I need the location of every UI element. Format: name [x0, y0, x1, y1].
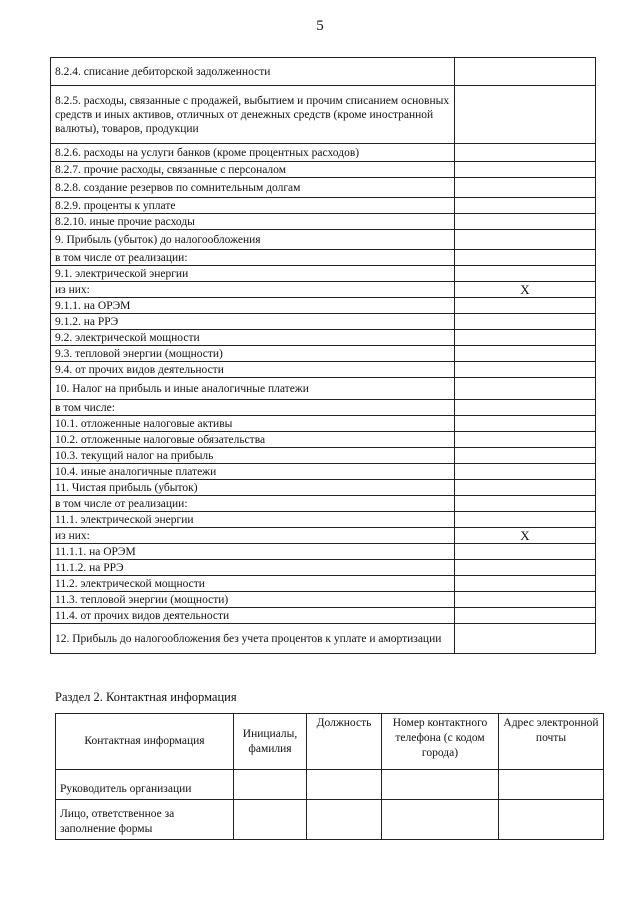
row-value [454, 416, 595, 432]
row-label: в том числе: [51, 400, 455, 416]
row-value [454, 314, 595, 330]
row-value [454, 592, 595, 608]
row-value [454, 512, 595, 528]
table-row [51, 282, 596, 298]
row-label: из них: [51, 282, 455, 298]
row-label: 11. Чистая прибыль (убыток) [51, 480, 455, 496]
row-label: 8.2.10. иные прочие расходы [51, 214, 455, 230]
contact-row [56, 770, 604, 800]
section-2-title: Раздел 2. Контактная информация [55, 690, 237, 704]
email-header: Адрес электронной почты [499, 714, 604, 770]
row-value [454, 624, 595, 654]
contact-info-header: Контактная информация [56, 714, 234, 770]
table-row [51, 528, 596, 544]
row-value [454, 576, 595, 592]
table-row [51, 314, 596, 330]
row-value [454, 330, 595, 346]
contact-cell-position [307, 770, 382, 800]
table-row [51, 512, 596, 528]
contact-cell-phone [382, 770, 499, 800]
position-header: Должность [307, 714, 382, 770]
row-value [454, 496, 595, 512]
table-row [51, 400, 596, 416]
contact-cell-phone [382, 800, 499, 840]
table-row [51, 544, 596, 560]
contact-info-table [55, 713, 604, 840]
row-value [454, 464, 595, 480]
contact-row-label: Руководитель организации [56, 770, 234, 800]
row-label: 10.3. текущий налог на прибыль [51, 448, 455, 464]
table-row [51, 266, 596, 282]
row-value [454, 230, 595, 250]
row-value [454, 560, 595, 576]
table-row [51, 230, 596, 250]
table-row [51, 576, 596, 592]
table-row [51, 362, 596, 378]
table-row [51, 214, 596, 230]
contact-cell-email [499, 800, 604, 840]
row-label: 11.4. от прочих видов деятельности [51, 608, 455, 624]
row-label: 9. Прибыль (убыток) до налогообложения [51, 230, 455, 250]
row-label: 9.2. электрической мощности [51, 330, 455, 346]
row-value [454, 400, 595, 416]
row-value [454, 346, 595, 362]
contact-row-label: Лицо, ответственное за заполнение формы [56, 800, 234, 840]
row-label: 9.4. от прочих видов деятельности [51, 362, 455, 378]
row-label: 10.2. отложенные налоговые обязательства [51, 432, 455, 448]
row-value [454, 608, 595, 624]
row-label: 11.1. электрической энергии [51, 512, 455, 528]
row-label: 9.1.2. на РРЭ [51, 314, 455, 330]
row-value [454, 214, 595, 230]
row-value [454, 298, 595, 314]
row-label: в том числе от реализации: [51, 496, 455, 512]
table-row [51, 480, 596, 496]
row-value [454, 378, 595, 400]
row-value: X [454, 528, 595, 544]
row-value [454, 362, 595, 378]
row-label: 12. Прибыль до налогообложения без учета процентов к уплате и амортизации [51, 624, 455, 654]
table-row [51, 178, 596, 198]
row-label: 11.3. тепловой энергии (мощности) [51, 592, 455, 608]
row-label: из них: [51, 528, 455, 544]
row-value [454, 58, 595, 86]
row-label: 9.1.1. на ОРЭМ [51, 298, 455, 314]
row-label: 11.2. электрической мощности [51, 576, 455, 592]
row-label: 8.2.9. проценты к уплате [51, 198, 455, 214]
phone-header: Номер контактного телефона (с кодом города) [382, 714, 499, 770]
row-label: 10.4. иные аналогичные платежи [51, 464, 455, 480]
table-row [51, 416, 596, 432]
row-label: 9.1. электрической энергии [51, 266, 455, 282]
table-row [51, 378, 596, 400]
row-label: 11.1.1. на ОРЭМ [51, 544, 455, 560]
table-row [51, 608, 596, 624]
row-label: 9.3. тепловой энергии (мощности) [51, 346, 455, 362]
row-value [454, 86, 595, 144]
table-row [51, 58, 596, 86]
initials-header: Инициалы, фамилия [234, 714, 307, 770]
table-row [51, 330, 596, 346]
table-row [51, 298, 596, 314]
row-label: в том числе от реализации: [51, 250, 455, 266]
table-row [51, 162, 596, 178]
financial-indicators-table [50, 57, 596, 654]
table-row [51, 560, 596, 576]
table-row [51, 198, 596, 214]
row-value [454, 544, 595, 560]
table-row [51, 624, 596, 654]
contact-cell-initials [234, 800, 307, 840]
row-label: 8.2.7. прочие расходы, связанные с персоналом [51, 162, 455, 178]
row-value [454, 480, 595, 496]
row-label: 8.2.8. создание резервов по сомнительным долгам [51, 178, 455, 198]
table-row [51, 448, 596, 464]
contact-cell-position [307, 800, 382, 840]
row-value [454, 144, 595, 162]
row-value [454, 448, 595, 464]
row-value [454, 178, 595, 198]
contact-cell-email [499, 770, 604, 800]
row-label: 10. Налог на прибыль и иные аналогичные платежи [51, 378, 455, 400]
contact-row [56, 800, 604, 840]
table-row [51, 250, 596, 266]
table-row [51, 432, 596, 448]
row-value: X [454, 282, 595, 298]
row-label: 10.1. отложенные налоговые активы [51, 416, 455, 432]
table-row [51, 144, 596, 162]
contact-cell-initials [234, 770, 307, 800]
row-value [454, 250, 595, 266]
row-label: 11.1.2. на РРЭ [51, 560, 455, 576]
row-label: 8.2.6. расходы на услуги банков (кроме процентных расходов) [51, 144, 455, 162]
row-value [454, 266, 595, 282]
table-row [51, 592, 596, 608]
row-value [454, 432, 595, 448]
row-label: 8.2.5. расходы, связанные с продажей, выбытием и прочим списанием основных средств и иных активов, отличных от денежных средств (кроме иностранной валюты), товаров, продукции [51, 86, 455, 144]
row-value [454, 162, 595, 178]
table-row [51, 86, 596, 144]
table-row [51, 346, 596, 362]
table-row [51, 464, 596, 480]
row-value [454, 198, 595, 214]
table-row [51, 496, 596, 512]
page-number: 5 [316, 18, 324, 34]
row-label: 8.2.4. списание дебиторской задолженности [51, 58, 455, 86]
